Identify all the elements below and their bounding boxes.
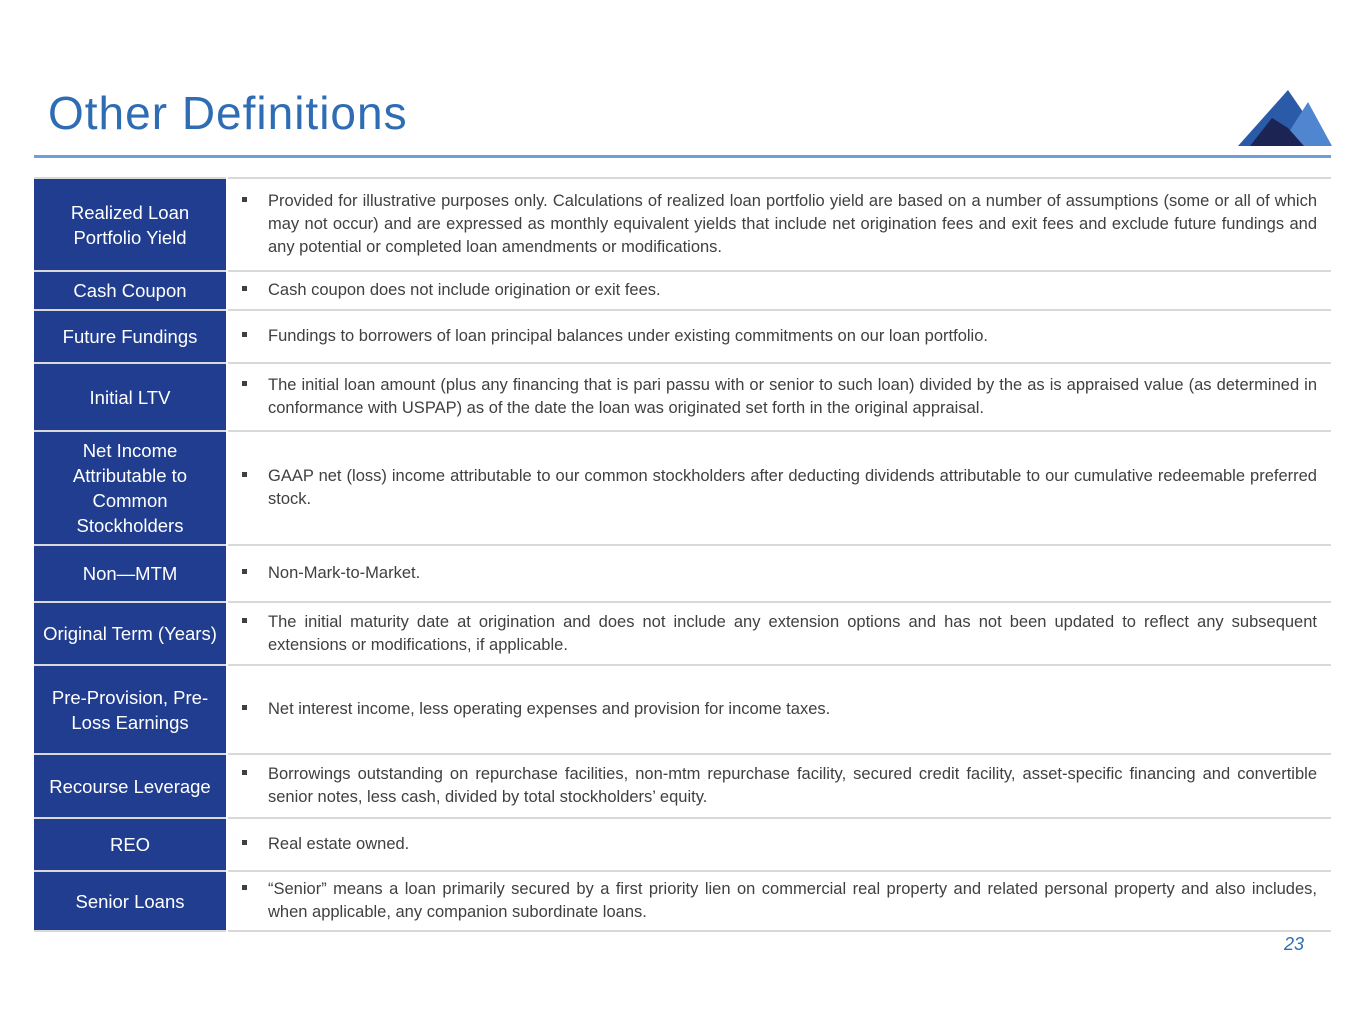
definition-description-cell [227, 178, 1331, 271]
square-bullet-icon [242, 885, 247, 890]
definition-description: Cash coupon does not include origination or exit fees. [268, 281, 661, 299]
square-bullet-icon [242, 705, 247, 710]
definition-term: Pre-Provision, Pre-Loss Earnings [34, 665, 227, 754]
definition-bullet-item [242, 374, 1317, 420]
definition-description: Provided for illustrative purposes only. Calculations of realized loan portfolio yield are based on a number of assumptions (some or all of which may not occur) and are expressed as monthly equivalent yields that include net origination fees and exit fees and exclude future fundings and any potential or completed loan amendments or modifications. [268, 192, 1317, 256]
definition-bullet-item [242, 279, 1317, 302]
definition-row [34, 363, 1331, 431]
definition-bullet-item [242, 878, 1317, 924]
definition-description: Fundings to borrowers of loan principal balances under existing commitments on our loan portfolio. [268, 327, 988, 345]
definition-row [34, 271, 1331, 310]
definition-row [34, 310, 1331, 363]
definition-description-cell [227, 665, 1331, 754]
definition-term: REO [34, 818, 227, 871]
definition-row [34, 431, 1331, 545]
definition-description-cell [227, 602, 1331, 665]
definition-description-cell [227, 363, 1331, 431]
definition-row [34, 178, 1331, 271]
square-bullet-icon [242, 569, 247, 574]
definition-description: Real estate owned. [268, 835, 410, 853]
definition-description: “Senior” means a loan primarily secured by a first priority lien on commercial real property and related personal property and also includes, when applicable, any companion subordinate loans. [268, 880, 1317, 921]
definition-row [34, 754, 1331, 818]
definition-description: Borrowings outstanding on repurchase facilities, non-mtm repurchase facility, secured credit facility, asset-specific financing and convertible senior notes, less cash, divided by total stockholders’ equity. [268, 765, 1317, 806]
mountain-logo-icon [1236, 88, 1332, 148]
definition-description: Non-Mark-to-Market. [268, 564, 421, 582]
square-bullet-icon [242, 472, 247, 477]
definition-bullet-item [242, 465, 1317, 511]
definition-description-cell [227, 310, 1331, 363]
definition-term: Original Term (Years) [34, 602, 227, 665]
page-title: Other Definitions [48, 87, 408, 139]
page-number: 23 [1283, 934, 1304, 954]
definition-description-cell [227, 818, 1331, 871]
definition-description: The initial loan amount (plus any financing that is pari passu with or senior to such loan) divided by the as is appraised value (as determined in conformance with USPAP) as of the date the loan was originated set forth in the original appraisal. [268, 376, 1317, 417]
definition-row [34, 665, 1331, 754]
definition-bullet-item [242, 611, 1317, 657]
definition-description-cell [227, 271, 1331, 310]
definition-description-cell [227, 545, 1331, 602]
definition-row [34, 545, 1331, 602]
square-bullet-icon [242, 332, 247, 337]
title-divider [34, 155, 1331, 158]
definition-bullet-item [242, 562, 1317, 585]
square-bullet-icon [242, 197, 247, 202]
definition-term: Non—MTM [34, 545, 227, 602]
definition-row [34, 871, 1331, 931]
definition-term: Cash Coupon [34, 271, 227, 310]
definition-description-cell [227, 871, 1331, 931]
definition-row [34, 818, 1331, 871]
definition-bullet-item [242, 833, 1317, 856]
square-bullet-icon [242, 286, 247, 291]
square-bullet-icon [242, 840, 247, 845]
definition-bullet-item [242, 325, 1317, 348]
definition-term: Net Income Attributable to Common Stockholders [34, 431, 227, 545]
definition-description-cell [227, 431, 1331, 545]
definitions-table [34, 177, 1331, 932]
definition-description: GAAP net (loss) income attributable to our common stockholders after deducting dividends attributable to our cumulative redeemable preferred stock. [268, 467, 1317, 508]
definition-description: Net interest income, less operating expenses and provision for income taxes. [268, 700, 831, 718]
definition-term: Senior Loans [34, 871, 227, 931]
definition-bullet-item [242, 190, 1317, 259]
definition-term: Realized Loan Portfolio Yield [34, 178, 227, 271]
definition-description: The initial maturity date at origination and does not include any extension options and has not been updated to reflect any subsequent extensions or modifications, if applicable. [268, 612, 1317, 654]
definition-bullet-item [242, 763, 1317, 809]
square-bullet-icon [242, 770, 247, 775]
definition-term: Recourse Leverage [34, 754, 227, 818]
square-bullet-icon [242, 618, 247, 623]
definition-term: Future Fundings [34, 310, 227, 363]
square-bullet-icon [242, 381, 247, 386]
definition-description-cell [227, 754, 1331, 818]
definition-row [34, 602, 1331, 665]
definition-term: Initial LTV [34, 363, 227, 431]
definition-bullet-item [242, 698, 1317, 721]
